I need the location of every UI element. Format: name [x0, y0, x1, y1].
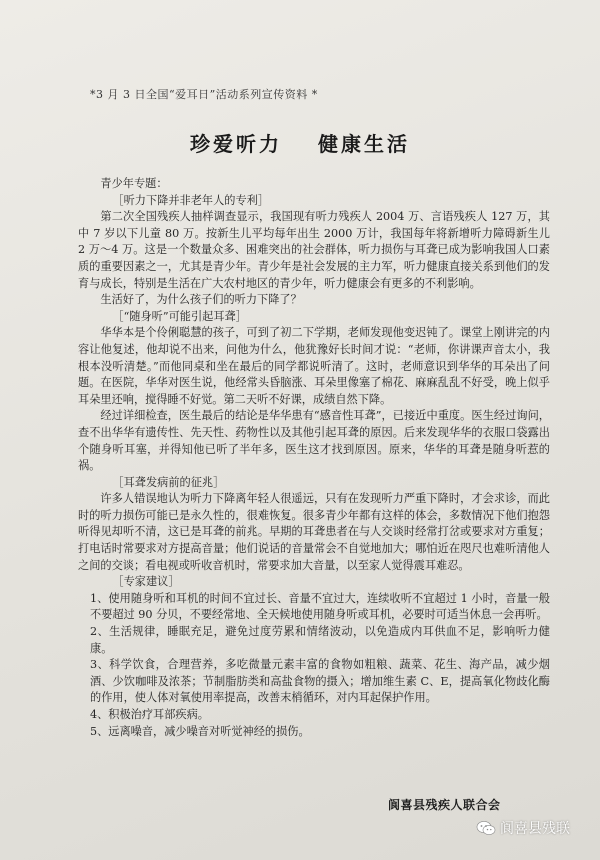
paragraph-4: 经过详细检查，医生最后的结论是华华患有“感音性耳聋”，已接近中重度。医生经过询问，查不出华华有遗传性、先天性、药物性以及其他引起耳聋的原因。后来发现华华的衣服口袋露出个随身听耳塞，并得知他已听了半年多，医生这才找到原因。原来，华华的耳聋是随身听惹的祸。 — [78, 409, 550, 473]
section-heading-1: ［听力下降并非老年人的专利］ — [112, 193, 270, 207]
advice-item-5: 5、远离噪音，减少噪音对听觉神经的损伤。 — [90, 724, 310, 738]
watermark-text: 阆喜县残联 — [500, 821, 570, 837]
section-heading-3: ［耳聋发病前的征兆］ — [112, 475, 225, 489]
title-part-1: 珍爱听力 — [190, 132, 282, 156]
topic-label: 青少年专题： — [100, 177, 168, 190]
advice-item-4: 4、积极治疗耳部疾病。 — [90, 708, 209, 721]
paragraph-2: 生活好了，为什么孩子们的听力下降了？ — [100, 293, 302, 307]
campaign-note: *3 月 3 日全国“爱耳日”活动系列宣传资料 * — [90, 88, 318, 101]
advice-item-3: 3、科学饮食，合理营养，多吃微量元素丰富的食物如粗粮、蔬菜、花生、海产品，减少烟酒、少饮咖啡及浓茶；节制脂肪类和高盐食物的摄入；增加维生素 C、E，提高氧化物歧化酶的作用，使人体对氧使用率提高，改善末梢循环，对内耳起保护作用。 — [90, 658, 550, 705]
signature: 阆喜县残疾人联合会 — [388, 798, 501, 812]
section-heading-4: ［专家建议］ — [112, 575, 180, 589]
title-part-2: 健康生活 — [318, 132, 410, 156]
paragraph-5: 许多人错误地认为听力下降离年轻人很遥远，只有在发现听力严重下降时，才会求诊，而此时的听力损伤可能已是永久性的，很难恢复。很多青少年都有这样的体会，多数情况下他们抱怨听得见却听不清，这已是耳聋的前兆。早期的耳聋患者在与人交谈时经常打岔或要求对方重复；打电话时常要求对方提高音量；他们说话的音量常会不自觉地加大；哪怕近在咫尺也难听清他人之间的交谈；看电视或听收音机时，常要求加大音量，以至家人觉得震耳难忍。 — [78, 492, 550, 572]
advice-item-1: 1、使用随身听和耳机的时间不宜过长、音量不宜过大，连续收听不宜超过 1 小时，音量一般不要超过 90 分贝，不要经常地、全天候地使用随身听或耳机，必要时可适当休息一会再听。 — [90, 591, 550, 622]
advice-item-2: 2、生活规律，睡眠充足，避免过度劳累和情绪波动，以免造成内耳供血不足，影响听力健康。 — [90, 625, 550, 655]
watermark — [476, 818, 570, 838]
page-title — [0, 128, 600, 157]
paragraph-3: 华华本是个伶俐聪慧的孩子，可到了初二下学期，老师发现他变迟钝了。课堂上刚讲完的内容让他复述，他却说不出来，问他为什么，他犹豫好长时间才说：“老师，你讲课声音太小，我根本没听清楚。”而他同桌和坐在最后的同学都说听清了。这时，老师意识到华华的耳朵出了问题。在医院，华华对医生说，他经常头昏脑涨、耳朵里像塞了棉花、麻麻乱乱不好受，晚上似乎耳朵里还响，搅得睡不好觉。第二天听不好课，成绩自然下降。 — [78, 326, 550, 406]
document-body — [78, 176, 550, 740]
paragraph-1: 第二次全国残疾人抽样调查显示，我国现有听力残疾人 2004 万、言语残疾人 127 万，其中 7 岁以下儿童 80 万。按新生儿平均每年出生 2000 万计，我国每年将新增听力障碍新生儿 2 万～4 万。这是一个数量众多、困难突出的社会群体，听力损伤与耳聋已成为影响我国人口素质的重要因素之一，尤其是青少年。青少年是社会发展的主力军，听力健康直接关系到他们的发育与成长，特别是生活在广大农村地区的青少年，听力健康会有更多的不利影响。 — [78, 210, 550, 290]
wechat-icon — [476, 820, 496, 836]
section-heading-2: ［“随身听”可能引起耳聋］ — [112, 309, 247, 323]
